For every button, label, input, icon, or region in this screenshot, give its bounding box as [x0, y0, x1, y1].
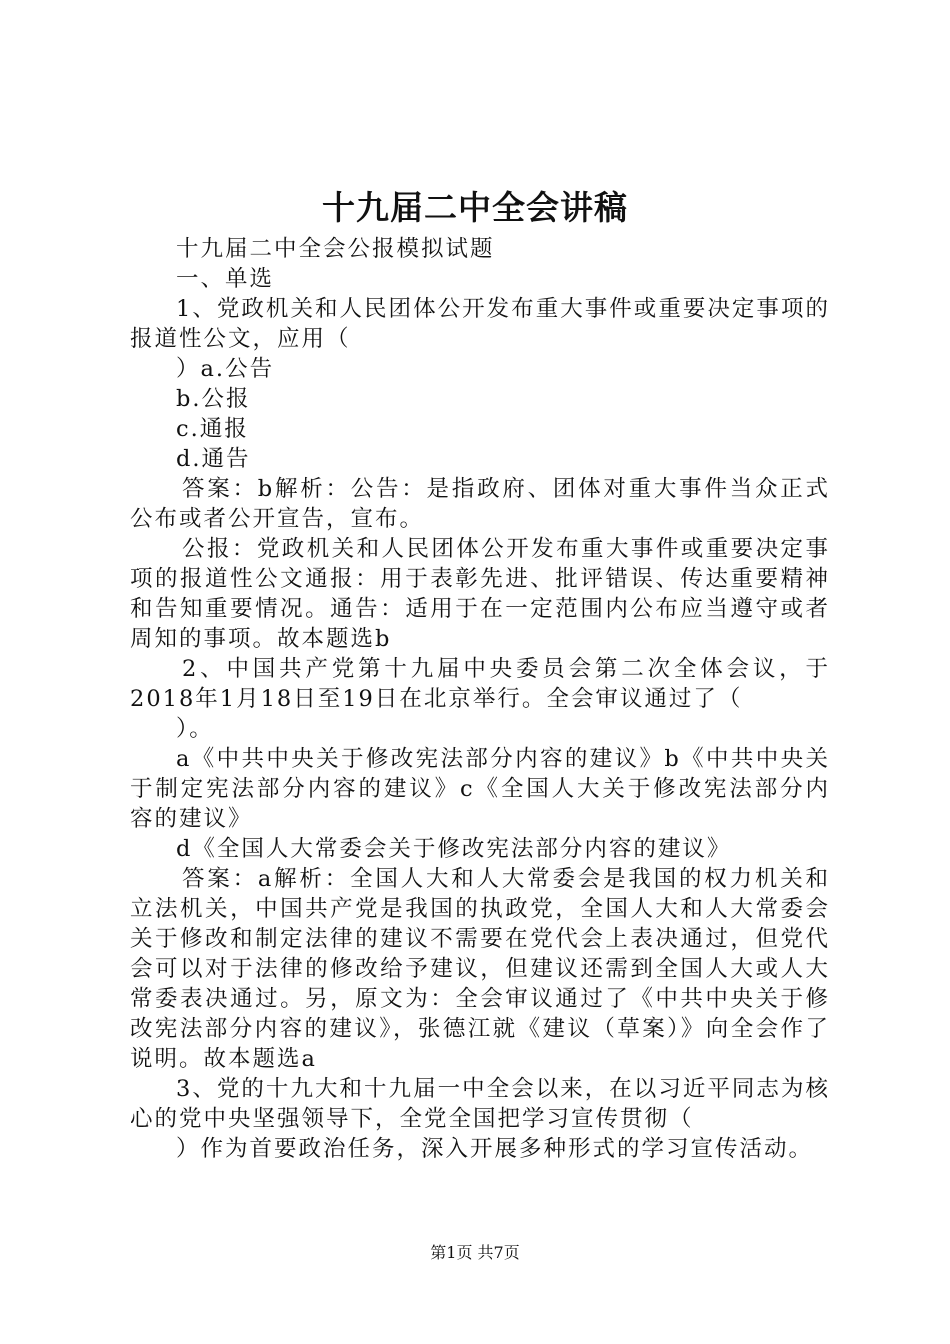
paragraph: d《全国人大常委会关于修改宪法部分内容的建议》 — [176, 836, 732, 862]
paragraph: 公报：党政机关和人民团体公开发布重大事件或重要决定事项的报道性公文通报：用于表彰先进、批评错误、传达重要精神和告知重要情况。通告：适用于在一定范围内公布应当遵守或者周知的事项。故本题选b — [130, 536, 830, 652]
document-body — [130, 234, 830, 1164]
paragraph: 3、党的十九大和十九届一中全会以来，在以习近平同志为核心的党中央坚强领导下，全党全国把学习宣传贯彻（ — [130, 1076, 830, 1132]
document-title: 十九届二中全会讲稿 — [322, 188, 628, 227]
paragraph: 十九届二中全会公报模拟试题 — [176, 236, 495, 262]
paragraph: 1、党政机关和人民团体公开发布重大事件或重要决定事项的报道性公文，应用（ — [130, 296, 830, 352]
paragraph: 答案：b解析：公告：是指政府、团体对重大事件当众正式公布或者公开宣告，宣布。 — [130, 476, 830, 532]
paragraph: 答案：a解析：全国人大和人大常委会是我国的权力机关和立法机关，中国共产党是我国的执政党，全国人大和人大常委会关于修改和制定法律的建议不需要在党代会上表决通过，但党代会可以对于法律的修改给予建议，但建议还需到全国人大或人大常委表决通过。另，原文为：全会审议通过了《中共中央关于修改宪法部分内容的建议》，张德江就《建议（草案）》向全会作了说明。故本题选a — [130, 866, 830, 1072]
paragraph: b.公报 — [176, 386, 251, 412]
paragraph: a《中共中央关于修改宪法部分内容的建议》b《中共中央关于制定宪法部分内容的建议》c《全国人大关于修改宪法部分内容的建议》 — [130, 746, 830, 832]
paragraph: ）。 — [176, 716, 214, 742]
paragraph: 一、单选 — [176, 266, 275, 292]
paragraph: d.通告 — [176, 446, 251, 472]
paragraph: ）作为首要政治任务，深入开展多种形式的学习宣传活动。 — [176, 1136, 814, 1162]
paragraph: c.通报 — [176, 416, 249, 442]
paragraph: 2、中国共产党第十九届中央委员会第二次全体会议，于2018年1月18日至19日在北京举行。全会审议通过了（ — [130, 656, 830, 712]
page-footer: 第1页 共7页 — [430, 1243, 520, 1262]
paragraph: ）a.公告 — [176, 356, 275, 382]
